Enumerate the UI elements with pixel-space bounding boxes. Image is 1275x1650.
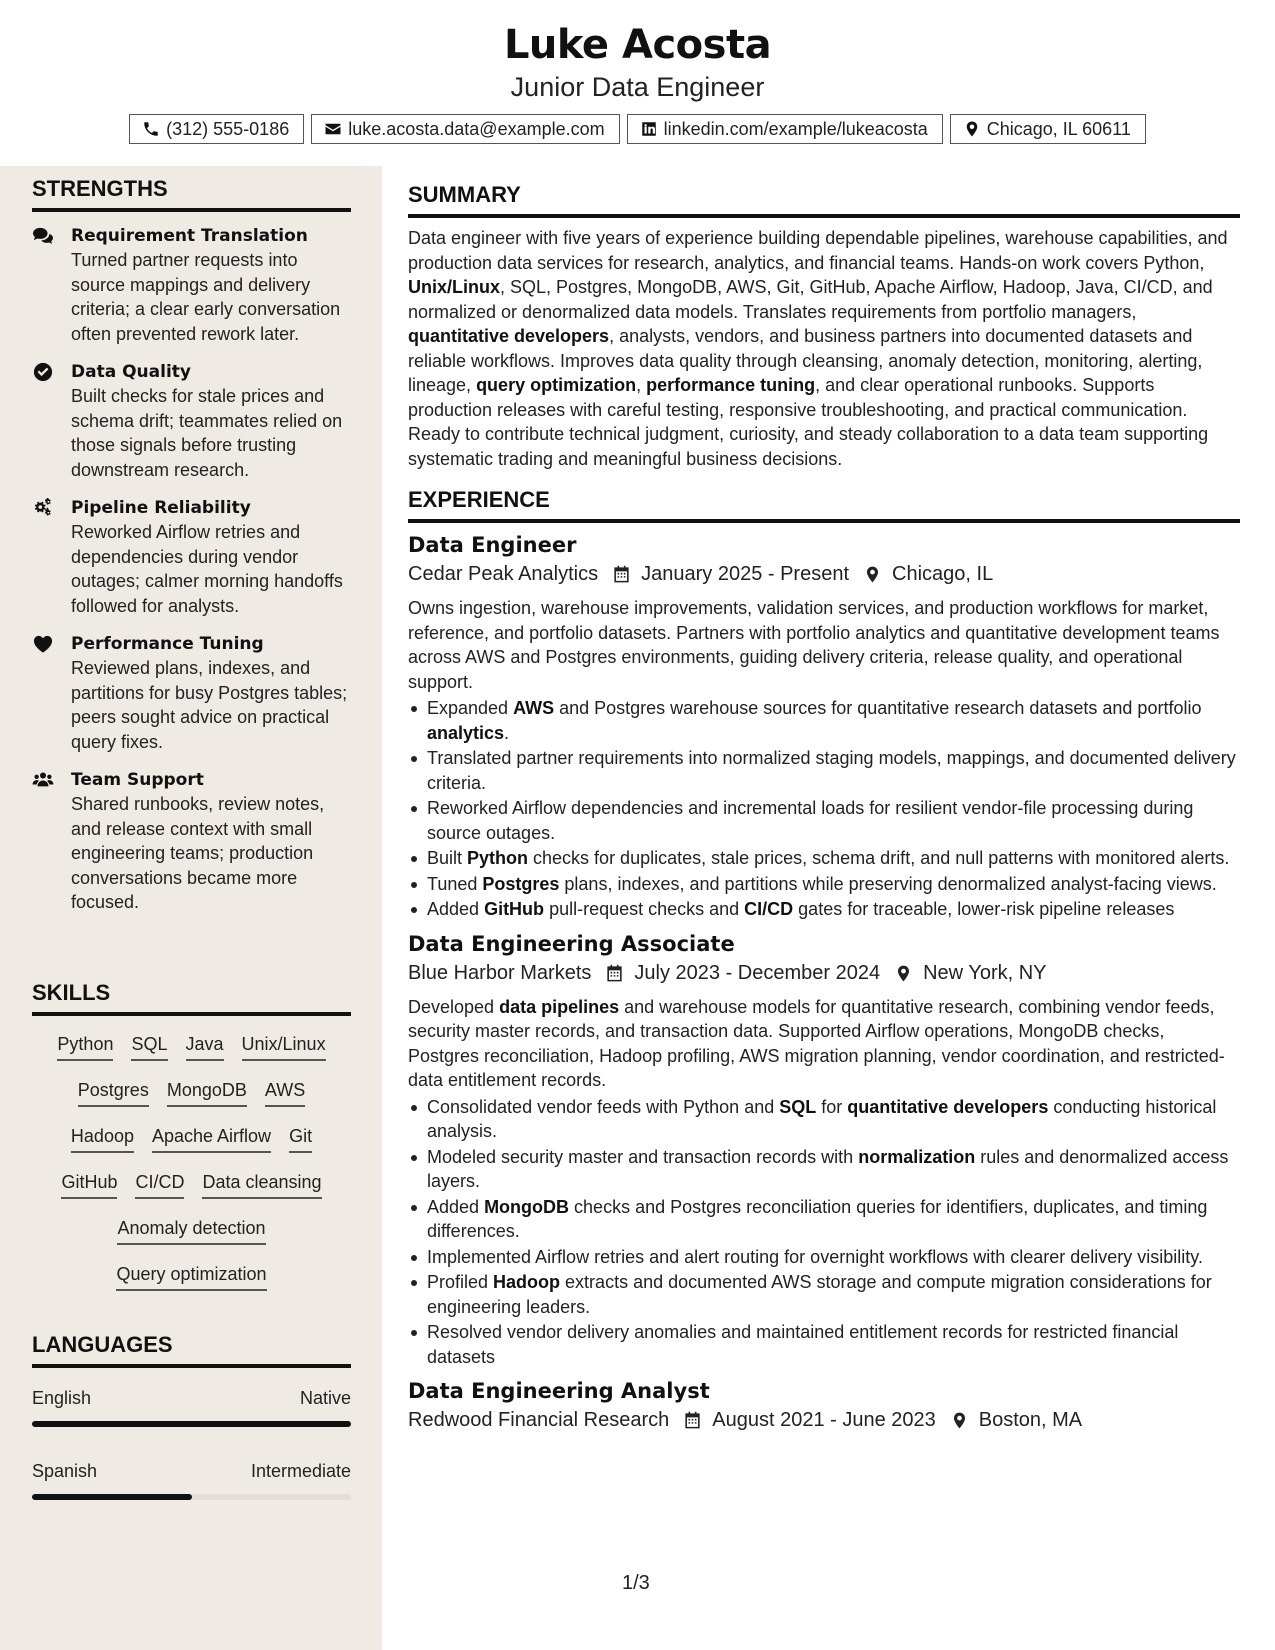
experience-heading: EXPERIENCE [408,487,1240,523]
language-name: Spanish [32,1461,98,1481]
main-content [408,182,1240,1432]
language-level: Intermediate [250,1461,351,1481]
skill-tag: AWS [265,1078,305,1107]
languages-heading: LANGUAGES [32,1332,351,1368]
list-item: Resolved vendor delivery anomalies and maintained entitlement records for restricted financial datasets [408,1320,1240,1369]
summary-text: Data engineer with five years of experience building dependable pipelines, warehouse capabilities, and production data services for research, analytics, and financial teams. Hands-on work covers Python, Unix/Linux, SQL, Postgres, MongoDB, AWS, Git, GitHub, Apache Airflow, Hadoop, Java, CI/CD, and normalized or denormalized data models. Translates requirements from portfolio managers, quantitative developers, analysts, vendors, and business partners into documented datasets and reliable workflows. Improves data quality through cleansing, anomaly detection, monitoring, alerting, lineage, query optimization, performance tuning, and clear operational runbooks. Supports production releases with careful testing, responsive troubleshooting, and practical communication. Ready to contribute technical judgment, curiosity, and steady collaboration to a data team supporting systematic trading and meaningful business decisions. [408,228,1228,469]
job-title: Data Engineering Analyst [408,1379,710,1403]
summary-heading: SUMMARY [408,182,1240,218]
skill-tag: Unix/Linux [242,1032,326,1061]
job-description: Developed data pipelines and warehouse models for quantitative research, combining vendor feeds, security master records, and transaction data. Supported Airflow operations, MongoDB checks, Postgres reconciliation, Hadoop profiling, AWS migration planning, vendor coordination, and restricted-data entitlement records. [408,996,1225,1090]
strengths-heading: STRENGTHS [32,176,351,212]
heart-icon [32,634,54,654]
strength-item [32,360,351,482]
list-item: Added GitHub pull-request checks and CI/CD gates for traceable, lower-risk pipeline releases [408,897,1240,922]
calendar-icon [605,964,624,983]
job-dates: July 2023 - December 2024 [634,961,881,984]
list-item: Translated partner requirements into normalized staging models, mappings, and documented delivery criteria. [408,746,1240,795]
skill-tag: Data cleansing [202,1170,321,1199]
job-dates: January 2025 - Present [641,563,850,585]
language-proficiency-fill [32,1494,192,1500]
contact-email-text: luke.acosta.data@example.com [348,118,605,139]
skills-list [32,1032,351,1291]
contact-location-text: Chicago, IL 60611 [986,118,1131,139]
skill-tag: Git [289,1124,312,1153]
language-proficiency-bar [32,1421,351,1427]
job-entry [408,932,1240,1370]
strength-desc: Built checks for stale prices and schema drift; teammates relied on those signals before trusting downstream research. [71,386,343,480]
gears-icon [32,498,54,518]
strength-item [32,768,351,915]
strengths-section [32,176,351,915]
skill-tag: SQL [131,1032,167,1061]
skills-section [32,980,351,1291]
job-bullets [408,1095,1240,1370]
job-meta [408,1409,1240,1432]
contact-email[interactable] [311,114,619,144]
calendar-icon [612,565,631,584]
strength-title: Pipeline Reliability [71,498,251,518]
phone-icon [142,120,160,138]
envelope-icon [324,120,342,138]
strength-desc: Reworked Airflow retries and dependencies during vendor outages; calmer morning handoffs followed for analysts. [71,522,343,616]
comments-icon [32,226,54,246]
page-number: 1/3 [622,1572,650,1594]
job-location: Chicago, IL [892,563,994,585]
list-item: Expanded AWS and Postgres warehouse sources for quantitative research datasets and portfolio analytics. [408,696,1240,745]
contact-linkedin-text: linkedin.com/example/lukeacosta [663,118,928,139]
skill-tag: Python [57,1032,113,1061]
contact-linkedin[interactable] [627,114,943,144]
list-item: Profiled Hadoop extracts and documented AWS storage and compute migration considerations for engineering leaders. [408,1270,1240,1319]
contact-phone-text: (312) 555-0186 [166,118,290,139]
sidebar [0,166,382,1650]
strength-item [32,224,351,346]
list-item: Added MongoDB checks and Postgres reconciliation queries for identifiers, duplicates, and timing differences. [408,1195,1240,1244]
language-item [32,1461,351,1500]
contact-location[interactable] [950,114,1146,144]
list-item: Modeled security master and transaction records with normalization rules and denormalized access layers. [408,1145,1240,1194]
skill-tag: Anomaly detection [117,1216,265,1245]
language-name: English [32,1388,92,1408]
location-pin-icon [950,1411,969,1430]
check-circle-icon [32,362,54,382]
strength-item [32,632,351,754]
job-location: Boston, MA [978,1409,1083,1431]
strength-desc: Shared runbooks, review notes, and release context with small engineering teams; production conversations became more focused. [71,794,325,912]
location-pin-icon [894,964,913,983]
list-item: Built Python checks for duplicates, stale prices, schema drift, and null patterns with monitored alerts. [408,846,1240,871]
job-entry [408,1379,1240,1432]
list-item: Implemented Airflow retries and alert routing for overnight workflows with clearer delivery visibility. [408,1245,1240,1270]
skill-tag: Java [186,1032,224,1061]
resume-header [0,0,1275,166]
strength-desc: Reviewed plans, indexes, and partitions for busy Postgres tables; peers sought advice on practical query fixes. [71,658,348,752]
list-item: Reworked Airflow dependencies and incremental loads for resilient vendor-file processing during source outages. [408,796,1240,845]
job-company: Redwood Financial Research [408,1409,670,1431]
language-proficiency-fill [32,1421,351,1427]
skill-tag: CI/CD [135,1170,184,1199]
skill-tag: GitHub [61,1170,117,1199]
strength-title: Performance Tuning [71,634,264,654]
experience-list [408,533,1240,1432]
list-item: Tuned Postgres plans, indexes, and partitions while preserving denormalized analyst-facing views. [408,872,1240,897]
skill-tag: Hadoop [71,1124,134,1153]
skill-tag: MongoDB [167,1078,247,1107]
contact-bar [0,114,1275,144]
linkedin-icon [640,120,658,138]
job-meta [408,563,1240,586]
language-level: Native [299,1388,351,1408]
location-pin-icon [863,565,882,584]
skill-tag: Apache Airflow [152,1124,271,1153]
job-company: Cedar Peak Analytics [408,563,599,585]
calendar-icon [683,1411,702,1430]
languages-section [32,1332,351,1500]
job-meta [408,962,1240,985]
job-location: New York, NY [923,961,1047,984]
contact-phone[interactable] [129,114,304,144]
users-icon [32,770,54,790]
job-description: Owns ingestion, warehouse improvements, validation services, and production workflows for market, reference, and portfolio datasets. Partners with portfolio analytics and quantitative development teams across AWS and Postgres environments, guiding delivery criteria, release quality, and operational support. [408,598,1220,692]
job-dates: August 2021 - June 2023 [712,1409,936,1431]
job-entry [408,533,1240,922]
job-company: Blue Harbor Markets [408,961,592,984]
location-pin-icon [963,120,981,138]
candidate-title: Junior Data Engineer [510,72,765,102]
skill-tag: Postgres [78,1078,149,1107]
job-title: Data Engineering Associate [408,931,735,956]
strength-desc: Turned partner requests into source mappings and delivery criteria; a clear early conversation often prevented rework later. [71,250,341,344]
list-item: Consolidated vendor feeds with Python and SQL for quantitative developers conducting historical analysis. [408,1095,1240,1144]
skill-tag: Query optimization [116,1262,266,1291]
skills-heading: SKILLS [32,980,351,1016]
strength-title: Requirement Translation [71,226,308,246]
strength-title: Team Support [71,770,204,790]
strength-title: Data Quality [71,362,191,382]
strength-item [32,496,351,618]
candidate-name: Luke Acosta [503,22,772,68]
language-item [32,1388,351,1427]
language-proficiency-bar [32,1494,351,1500]
job-title: Data Engineer [408,533,577,557]
job-bullets [408,696,1240,922]
